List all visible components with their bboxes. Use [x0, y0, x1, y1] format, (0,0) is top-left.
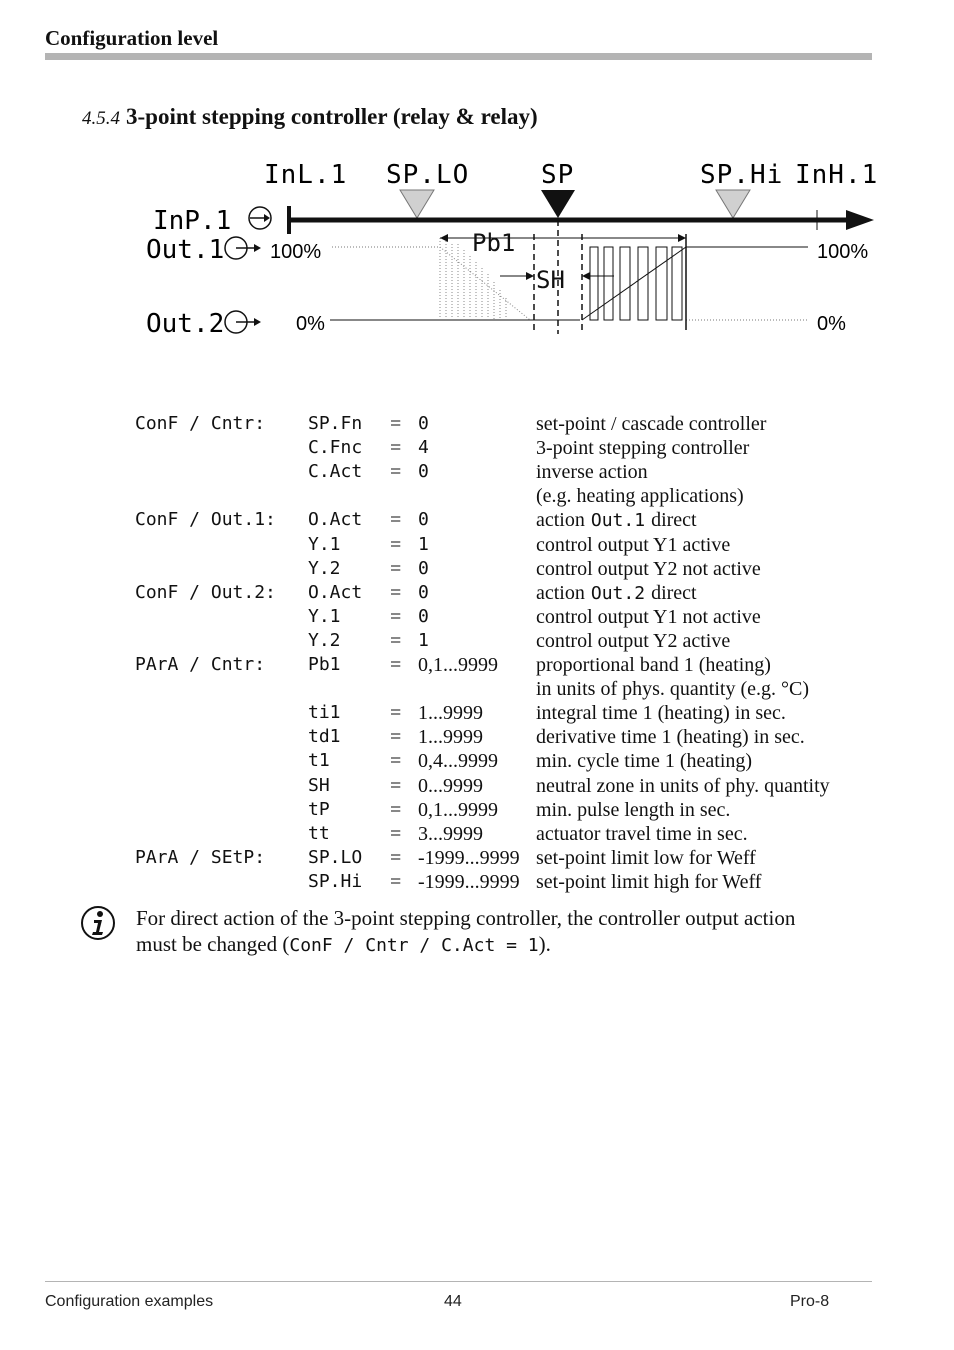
config-description: set-point limit high for Weff [536, 870, 762, 893]
label-inl1: InL.1 [264, 160, 348, 190]
config-equals: = [390, 437, 402, 460]
config-description-param: Out.1 [590, 510, 646, 532]
label-inh1: InH.1 [795, 160, 879, 190]
splo-marker-icon [400, 190, 434, 218]
out1-pulse-area [582, 247, 686, 320]
section-number: 4.5.4 [82, 108, 120, 129]
label-sphi: SP.Hi [700, 160, 784, 190]
config-description [536, 581, 697, 605]
config-description: set-point / cascade controller [536, 413, 767, 435]
config-group: ConF / Out.2: [135, 581, 276, 603]
note-line-1: For direct action of the 3-point stepping controller, the controller output action [136, 906, 796, 930]
config-equals: = [390, 774, 402, 797]
config-description-post: direct [651, 509, 697, 532]
config-description-post: direct [651, 581, 697, 604]
label-sp: SP [541, 160, 575, 190]
config-value: 0 [418, 461, 430, 483]
page-header-title: Configuration level [45, 26, 219, 50]
config-value: 0,1...9999 [418, 798, 498, 821]
config-description: 3-point stepping controller [536, 437, 750, 460]
config-param: t1 [308, 750, 330, 772]
footer-left: Configuration examples [45, 1293, 214, 1310]
config-param: ti1 [308, 702, 341, 724]
config-equals: = [390, 557, 402, 580]
config-group: ConF / Out.1: [135, 509, 276, 531]
config-param: Y.1 [308, 533, 341, 555]
label-out1: Out.1 [146, 235, 225, 265]
config-param: C.Fnc [308, 437, 363, 459]
config-param: Pb1 [308, 654, 341, 675]
label-splo: SP.LO [386, 160, 470, 190]
config-param: tP [308, 798, 330, 820]
label-out2: Out.2 [146, 309, 225, 339]
config-value: 0 [418, 509, 430, 531]
sp-marker-icon [541, 190, 575, 218]
config-description: control output Y1 not active [536, 605, 761, 628]
config-param: tt [308, 822, 330, 844]
config-equals: = [390, 750, 402, 773]
config-description: proportional band 1 (heating) [536, 654, 771, 676]
config-param: O.Act [308, 509, 363, 531]
label-0-right: 0% [817, 313, 846, 335]
controller-diagram [0, 150, 954, 350]
note-line-2-param: ConF / Cntr / C.Act = 1 [289, 935, 539, 956]
config-value: 1 [418, 533, 430, 555]
config-equals: = [390, 509, 402, 532]
config-param: O.Act [308, 581, 363, 603]
config-value: -1999...9999 [418, 870, 520, 893]
config-param: Y.2 [308, 629, 341, 651]
config-description: derivative time 1 (heating) in sec. [536, 726, 805, 749]
section-heading: 3-point stepping controller (relay & relay) [126, 104, 538, 129]
config-value: 4 [418, 437, 430, 459]
footer-right: Pro-8 [790, 1293, 830, 1310]
config-value: 0 [418, 581, 430, 603]
config-description-param: Out.2 [590, 582, 646, 604]
page-number: 44 [444, 1293, 462, 1310]
config-description: actuator travel time in sec. [536, 822, 748, 845]
config-param: Y.2 [308, 557, 341, 579]
config-value: 0 [418, 605, 430, 627]
config-param: td1 [308, 726, 341, 748]
section-title [82, 104, 538, 130]
config-description: inverse action [536, 461, 648, 484]
config-equals: = [390, 605, 402, 628]
info-icon [80, 905, 116, 941]
config-value: -1999...9999 [418, 846, 520, 869]
config-description: min. pulse length in sec. [536, 798, 731, 821]
config-group: PArA / SEtP: [135, 846, 266, 868]
config-equals: = [390, 870, 402, 893]
config-value: 0 [418, 413, 430, 434]
config-equals: = [390, 654, 402, 676]
config-param: C.Act [308, 461, 363, 483]
config-equals: = [390, 533, 402, 556]
note-line-2-post: ). [538, 932, 551, 956]
config-description: control output Y2 active [536, 629, 731, 652]
note-line-2 [136, 931, 876, 959]
config-group: PArA / Cntr: [135, 654, 266, 675]
config-value: 0...9999 [418, 774, 483, 797]
label-pb1: Pb1 [472, 229, 516, 257]
axis-arrow-icon [846, 210, 874, 230]
config-description: integral time 1 (heating) in sec. [536, 702, 786, 725]
config-description: neutral zone in units of phy. quantity [536, 774, 830, 797]
config-value: 3...9999 [418, 822, 483, 845]
config-description: set-point limit low for Weff [536, 846, 756, 869]
config-description-pre: action [536, 581, 585, 604]
config-equals: = [390, 822, 402, 845]
config-param: Y.1 [308, 605, 341, 627]
label-100-left: 100% [270, 241, 322, 263]
config-value: 0,4...9999 [418, 750, 498, 773]
config-value: 1...9999 [418, 726, 483, 749]
config-description: min. cycle time 1 (heating) [536, 750, 753, 773]
config-equals: = [390, 798, 402, 821]
config-value: 0,1...9999 [418, 654, 498, 676]
config-param: SP.Hi [308, 870, 363, 892]
config-value: 0 [418, 557, 430, 579]
config-equals: = [390, 413, 402, 435]
config-equals: = [390, 726, 402, 749]
config-description: control output Y1 active [536, 533, 731, 556]
config-param: SP.Fn [308, 413, 363, 434]
label-100-right: 100% [817, 241, 869, 263]
config-equals: = [390, 461, 402, 484]
footer-rule [45, 1281, 872, 1282]
header-rule [45, 53, 872, 60]
label-sh: SH [536, 266, 565, 294]
config-equals: = [390, 629, 402, 652]
config-param: SH [308, 774, 330, 796]
config-description: control output Y2 not active [536, 557, 761, 580]
config-equals: = [390, 581, 402, 604]
label-inp1: InP.1 [153, 206, 232, 236]
config-value: 1 [418, 629, 430, 651]
config-description [536, 508, 697, 532]
note-line-2-pre: must be changed ( [136, 932, 290, 956]
label-0-left: 0% [296, 313, 325, 335]
note-text [136, 905, 876, 959]
config-equals: = [390, 846, 402, 869]
config-equals: = [390, 702, 402, 725]
sphi-marker-icon [716, 190, 750, 218]
config-value: 1...9999 [418, 702, 483, 725]
config-description-pre: action [536, 509, 585, 532]
config-group: ConF / Cntr: [135, 413, 266, 434]
config-param: SP.LO [308, 846, 363, 868]
config-description: in units of phys. quantity (e.g. °C) [536, 678, 809, 701]
config-description: (e.g. heating applications) [536, 485, 744, 508]
